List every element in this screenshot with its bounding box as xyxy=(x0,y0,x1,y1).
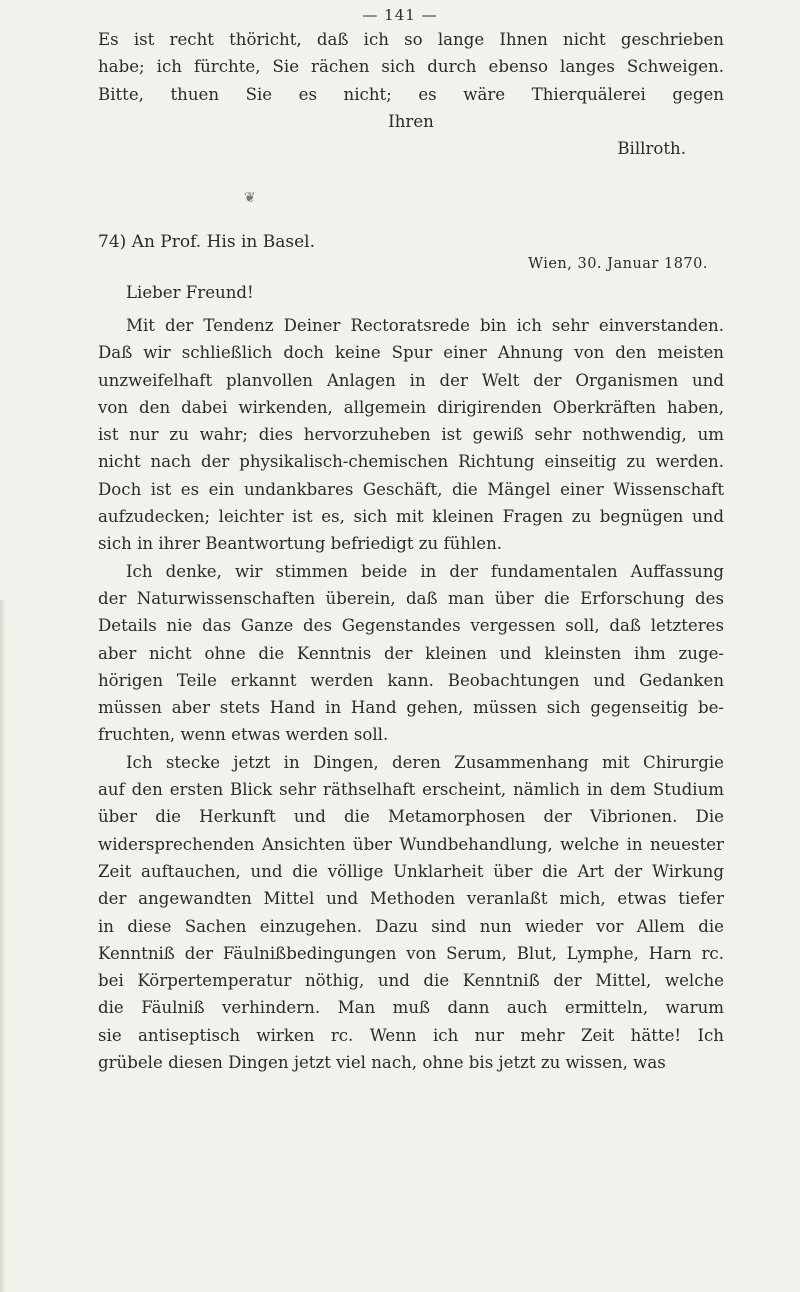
text-line: Details nie das Ganze des Gegenstandes vergessen soll, daß letzteres xyxy=(98,616,724,636)
text-line: der angewandten Mittel und Methoden veranlaßt mich, etwas tiefer xyxy=(98,889,724,909)
letter-salutation: Lieber Freund! xyxy=(126,283,254,302)
binding-shadow xyxy=(0,600,6,1292)
text-line: auf den ersten Blick sehr räthselhaft erscheint, nämlich in dem Studium xyxy=(98,780,724,800)
closing: Ihren xyxy=(388,111,434,131)
text-line: der Naturwissenschaften überein, daß man über die Erforschung des xyxy=(98,588,724,608)
letter-heading: 74) An Prof. His in Basel. xyxy=(98,232,316,252)
section-divider-mark: ❦ xyxy=(244,190,256,206)
previous-letter-ending xyxy=(98,26,724,162)
text-line: Doch ist es ein undankbares Geschäft, die Mängel einer Wissenschaft xyxy=(98,479,724,499)
text-line: Es ist recht thöricht, daß ich so lange Ihnen nicht geschrieben xyxy=(98,30,724,49)
text-line: über die Herkunft und die Metamorphosen der Vibrionen. Die xyxy=(98,807,724,827)
letter-place-date: Wien, 30. Januar 1870. xyxy=(528,256,708,272)
text-line: grübele diesen Dingen jetzt viel nach, ohne bis jetzt zu wissen, was xyxy=(98,1053,666,1073)
text-line: habe; ich fürchte, Sie rächen sich durch ebenso langes Schweigen. xyxy=(98,57,724,77)
text-line: aber nicht ohne die Kenntnis der kleinen und kleinsten ihm zuge- xyxy=(98,643,724,663)
text-line: Mit der Tendenz Deiner Rectoratsrede bin ich sehr einverstanden. xyxy=(126,316,724,335)
text-line: widersprechenden Ansichten über Wundbehandlung, welche in neuester xyxy=(98,834,724,854)
text-line: unzweifelhaft planvollen Anlagen in der Welt der Organismen und xyxy=(98,370,724,390)
text-line: Ich denke, wir stimmen beide in der fundamentalen Auffassung xyxy=(126,561,724,581)
text-line: müssen aber stets Hand in Hand gehen, müssen sich gegenseitig be- xyxy=(98,698,724,718)
text-line: in diese Sachen einzugehen. Dazu sind nun wieder vor Allem die xyxy=(98,916,724,936)
text-line: Kenntniß der Fäulnißbedingungen von Serum, Blut, Lymphe, Harn rc. xyxy=(98,943,724,963)
page-number: — 141 — xyxy=(362,6,438,24)
text-line: die Fäulniß verhindern. Man muß dann auch ermitteln, warum xyxy=(98,998,724,1018)
text-line: aufzudecken; leichter ist es, sich mit kleinen Fragen zu begnügen und xyxy=(98,507,724,527)
text-line: von den dabei wirkenden, allgemein dirigirenden Oberkräften haben, xyxy=(98,397,724,417)
text-line: hörigen Teile erkannt werden kann. Beobachtungen und Gedanken xyxy=(98,670,724,690)
text-line: bei Körpertemperatur nöthig, und die Kenntniß der Mittel, welche xyxy=(98,971,724,991)
text-line: ist nur zu wahr; dies hervorzuheben ist gewiß sehr nothwendig, um xyxy=(98,425,724,445)
text-line: Ich stecke jetzt in Dingen, deren Zusammenhang mit Chirurgie xyxy=(126,752,724,772)
text-line: Zeit auftauchen, und die völlige Unklarheit über die Art der Wirkung xyxy=(98,861,724,881)
text-line: nicht nach der physikalisch-chemischen Richtung einseitig zu werden. xyxy=(98,452,724,472)
letter-body xyxy=(98,312,724,1076)
text-line: sich in ihrer Beantwortung befriedigt zu fühlen. xyxy=(98,534,503,554)
text-line: sie antiseptisch wirken rc. Wenn ich nur mehr Zeit hätte! Ich xyxy=(98,1025,724,1045)
signature: Billroth. xyxy=(617,139,686,159)
text-line: Bitte, thuen Sie es nicht; es wäre Thierquälerei gegen xyxy=(98,84,724,104)
text-line: fruchten, wenn etwas werden soll. xyxy=(98,725,389,745)
text-line: Daß wir schließlich doch keine Spur einer Ahnung von den meisten xyxy=(98,343,724,363)
